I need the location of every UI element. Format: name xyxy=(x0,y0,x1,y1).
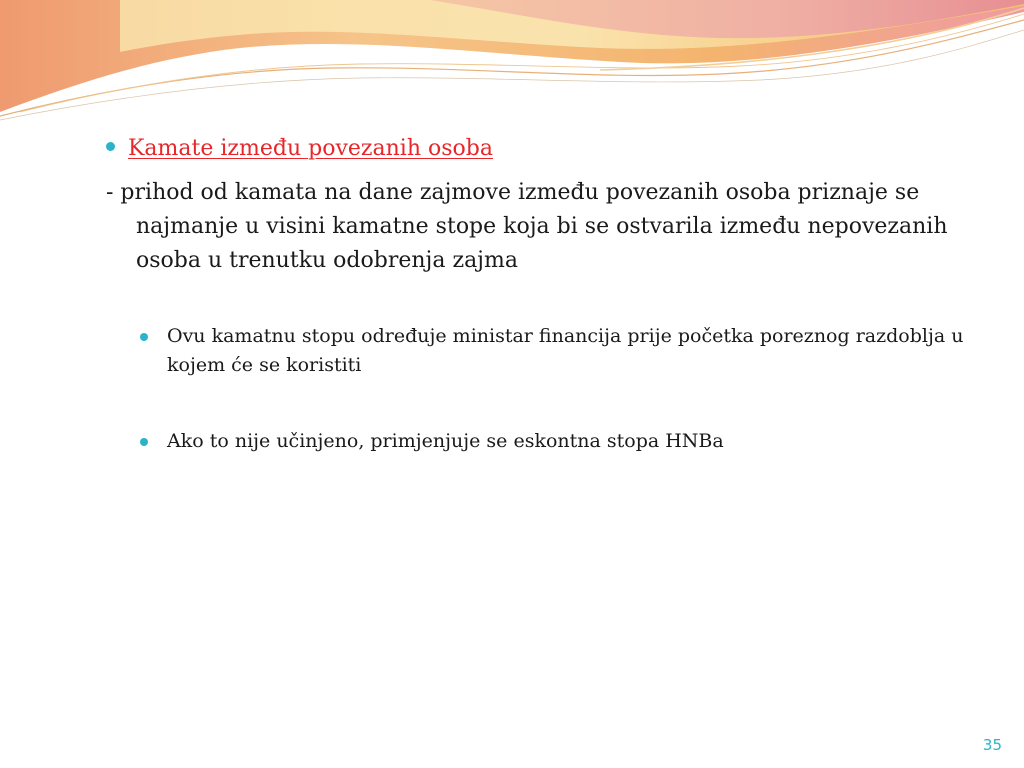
bullet-icon xyxy=(106,142,115,151)
sub-bullet-item xyxy=(140,322,987,380)
bullet-icon xyxy=(140,333,148,341)
body-paragraph: - prihod od kamata na dane zajmove između povezanih osoba priznaje se najmanje u visini kamatne stope koja bi se ostvarila između nepovezanih osoba u trenutku odobrenja zajma xyxy=(106,180,948,273)
sub-bullet-text: Ovu kamatnu stopu određuje ministar financija prije početka poreznog razdoblja u kojem će se koristiti xyxy=(167,325,964,376)
sub-bullet-item xyxy=(140,427,987,456)
header-wave-decoration xyxy=(0,0,1024,140)
page-number: 35 xyxy=(982,736,1002,754)
heading-link[interactable]: Kamate između povezanih osoba xyxy=(128,136,493,161)
sub-bullet-text: Ako to nije učinjeno, primjenjuje se eskontna stopa HNBa xyxy=(167,430,724,452)
heading-item xyxy=(106,134,493,164)
bullet-icon xyxy=(140,438,148,446)
